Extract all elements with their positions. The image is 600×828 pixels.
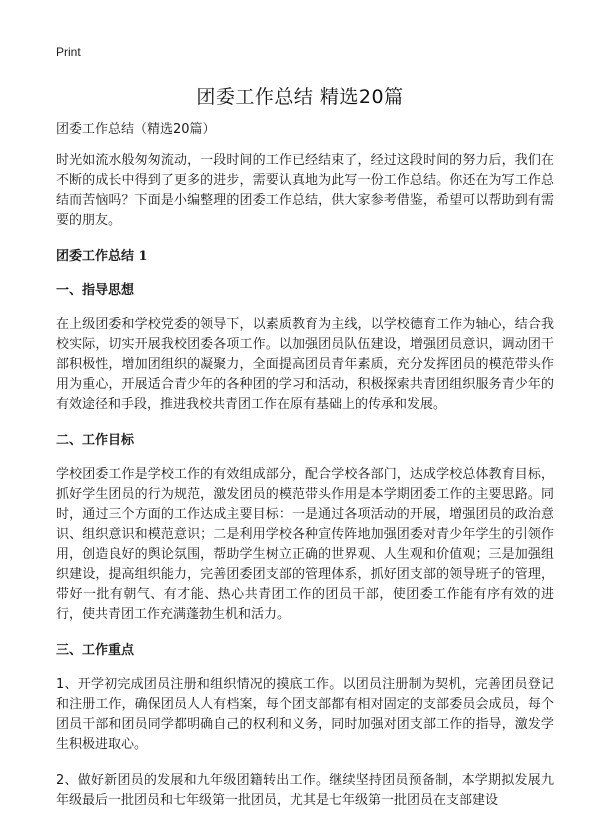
summary-title: 团委工作总结 1: [56, 249, 148, 264]
section-heading-work-goals: 二、工作目标: [56, 433, 135, 448]
document-subtitle: 团委工作总结（精选20篇）: [56, 122, 216, 137]
document-title: 团委工作总结 精选20篇: [196, 86, 404, 108]
section-paragraph: 学校团委工作是学校工作的有效组成部分，配合学校各部门，达成学校总体教育目标，抓好学生团员的行为规范，激发团员的模范带头作用是本学期团委工作的主要思路。同时，通过三个方面的工作达成主要目标：一是通过各项活动的开展，增强团员的政治意识、组织意识和模范意识；二是利用学校各种宣传阵地加强团委对青少年学生的引领作用，创造良好的舆论氛围，帮助学生树立正确的世界观、人生观和价值观；三是加强组织建设，提高组织能力，完善团委团支部的管理体系，抓好团支部的领导班子的管理，带好一批有朝气、有才能、热心共青团工作的团员干部，使团委工作能有序有效的进行，使共青团工作充满蓬勃生机和活力。: [56, 467, 554, 622]
section-paragraph: 1、开学初完成团员注册和组织情况的摸底工作。以团员注册制为契机，完善团员登记和注册工作，确保团员人人有档案，每个团支部都有相对固定的支部委员会成员，每个团员干部和团员同学都明确自己的权利和义务，同时加强对团支部工作的指导，激发学生积极进取心。: [56, 677, 554, 752]
section-paragraph: 2、做好新团员的发展和九年级团籍转出工作。继续坚持团员预备制，本学期拟发展九年级最后一批团员和七年级第一批团员，尤其是七年级第一批团员在支部建设: [56, 773, 554, 808]
document-body: [56, 120, 554, 827]
intro-paragraph: 时光如流水般匆匆流动，一段时间的工作已经结束了，经过这段时间的努力后，我们在不断的成长中得到了更多的进步，需要认真地为此写一份工作总结。你还在为写工作总结而苦恼吗？下面是小编整理的团委工作总结，供大家参考借鉴，希望可以帮助到有需要的朋友。: [56, 153, 554, 228]
print-label: Print: [56, 45, 81, 59]
section-heading-work-focus: 三、工作重点: [56, 643, 135, 658]
section-heading-guiding-ideology: 一、指导思想: [56, 283, 135, 298]
section-paragraph: 在上级团委和学校党委的领导下，以素质教育为主线，以学校德育工作为轴心，结合我校实际，切实开展我校团委各项工作。以加强团员队伍建设，增强团员意识，调动团干部积极性，增加团组织的凝聚力，全面提高团员青年素质，充分发挥团员的模范带头作用为重心，开展适合青少年的各种团的学习和活动，积极探索共青团组织服务青少年的有效途径和手段，推进我校共青团工作在原有基础上的传承和发展。: [56, 317, 554, 412]
